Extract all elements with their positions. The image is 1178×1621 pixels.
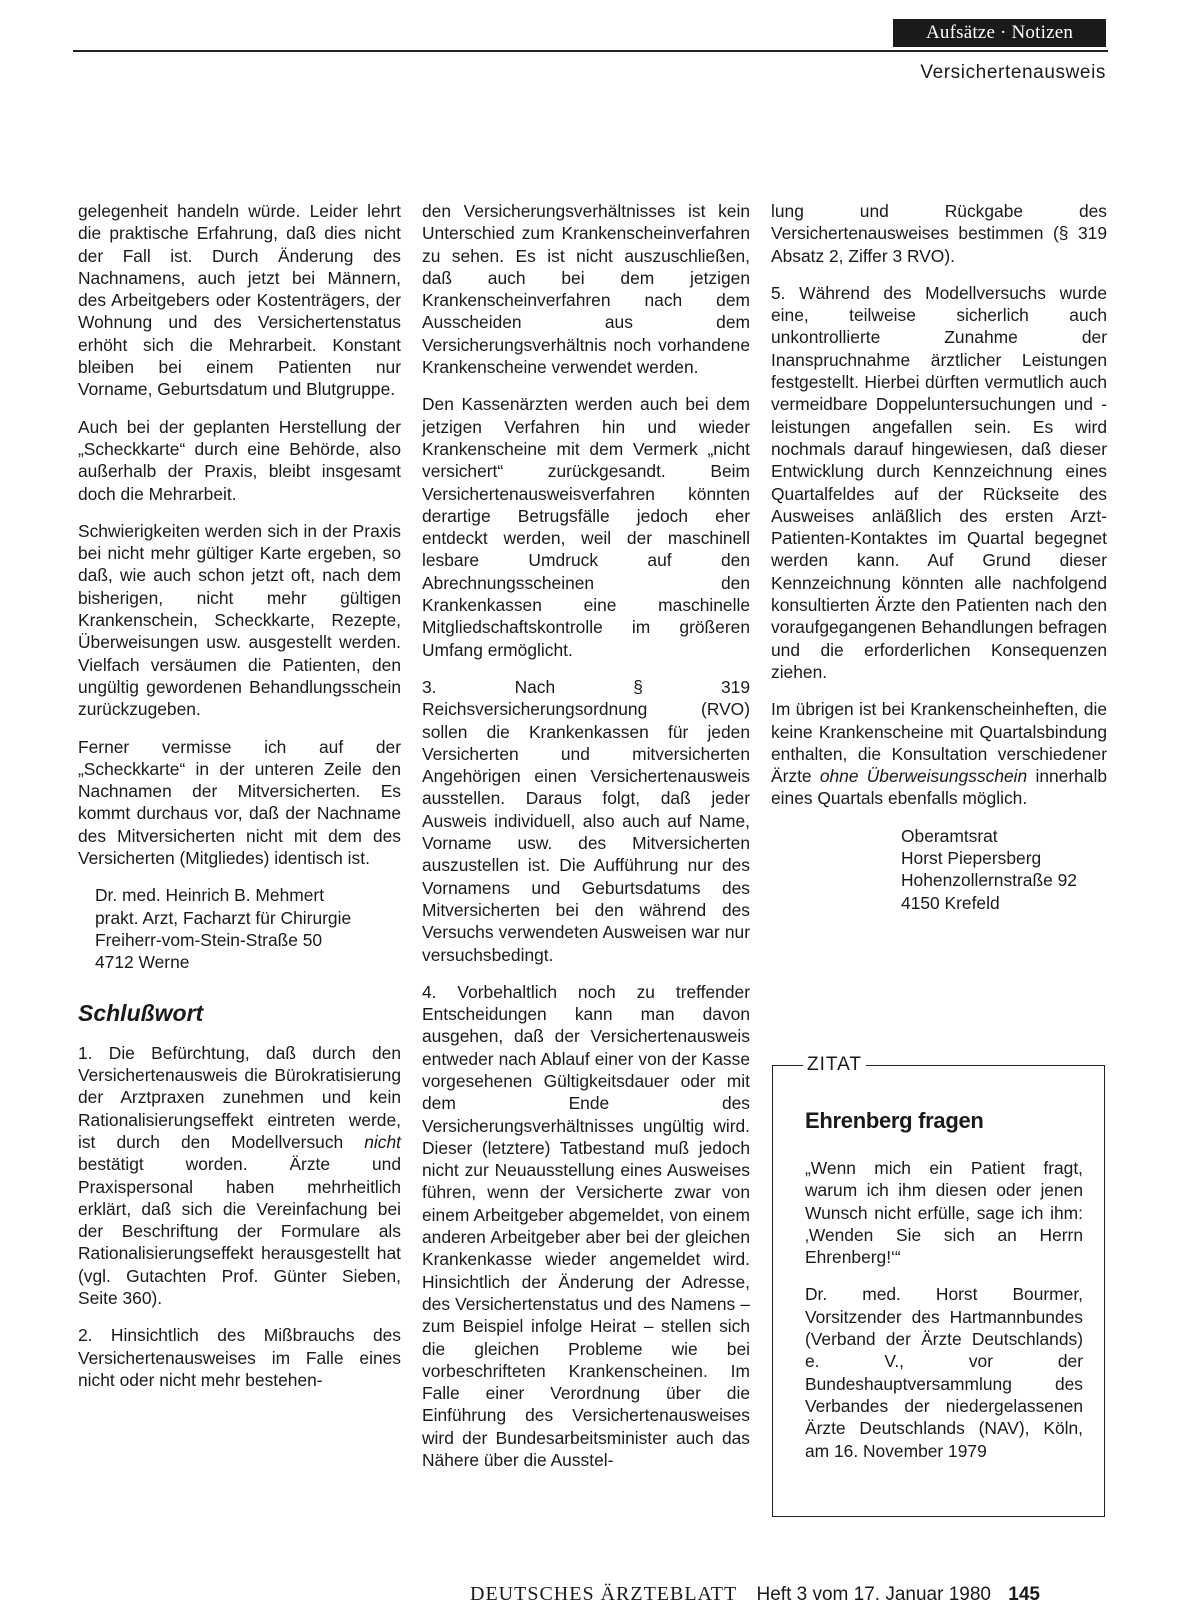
paragraph: [78, 1042, 401, 1310]
quote-attribution: Dr. med. Horst Bourmer, Vorsitzender des Hartmannbundes (Verband der Ärzte Deutschlands) e. V., vor der Bundeshauptversammlung des Verbandes der niedergelassenen Ärzte Deutschlands (NAV), Köln, am 16. November 1979: [805, 1284, 1083, 1461]
header-rule: [73, 50, 1108, 52]
text-run: bestätigt worden. Ärzte und Praxispersonal haben mehrheitlich erklärt, daß sich die Vereinfachung bei der Beschriftung der Formulare als Rationalisierungseffekt herausgestellt hat (vgl. Gutachten Prof. Günter Sieben, Seite 360).: [78, 1154, 401, 1309]
paragraph: 3. Nach § 319 Reichsversicherungsordnung (RVO) sollen die Krankenkassen für jeden Versicherten und mitversicherten Angehörigen einen Versichertenausweis ausstellen. Daraus folgt, daß jeder Ausweis individuell, also auch auf Name, Vorname usw. des Mitversicherten auszustellen ist. Die Aufführung nur des Vornamens und Geburtsdatums des Mitversicherten bei den während des Versuchs verwendeten Ausweisen war nur versuchsbedingt.: [422, 676, 750, 965]
column-1: [78, 200, 401, 1406]
quote-box: [772, 1054, 1105, 1517]
paragraph: Auch bei der geplanten Herstellung der „Scheckkarte“ durch eine Behörde, also außerhalb der Praxis, bleibt insgesamt doch die Mehrarbeit.: [78, 416, 401, 504]
paragraph: lung und Rückgabe des Versichertenausweises bestimmen (§ 319 Absatz 2, Ziffer 3 RVO).: [771, 201, 1107, 266]
quote-box-title: Ehrenberg fragen: [805, 1108, 984, 1133]
paragraph: Schwierigkeiten werden sich in der Praxis bei nicht mehr gültiger Karte ergeben, so daß, wie auch schon jetzt oft, nach dem bisherigen, nicht mehr gültigen Krankenschein, Scheckkarte, Rezepte, Überweisungen usw. ausgestellt werden. Vielfach versäumen die Patienten, den ungültig gewordenen Behandlungsschein zurückzugeben.: [78, 520, 401, 720]
journal-name: DEUTSCHES ÄRZTEBLATT: [470, 1583, 738, 1605]
issue-info: Heft 3 vom 17. Januar 1980: [756, 1584, 991, 1605]
text-run: innerhalb eines Quartals ebenfalls möglich.: [771, 766, 1108, 809]
column-3: [771, 200, 1107, 940]
quote-box-body: [805, 1157, 1083, 1477]
paragraph: Ferner vermisse ich auf der „Scheckkarte“ in der unteren Zeile den Nachnamen der Mitversicherten. Es kommt durchaus vor, daß der Nachname des Mitversicherten nicht mit dem des Versicherten (Mitgliedes) identisch ist.: [78, 736, 401, 869]
text-run: 1. Die Befürchtung, daß durch den Versichertenausweis die Bürokratisierung der Arztpraxen zunehmen und kein Rationalisierungseffekt eintreten werde, ist durch den Modellversuch: [78, 1042, 401, 1152]
author-signature: Dr. med. Heinrich B. Mehmert prakt. Arzt, Facharzt für Chirurgie Freiherr-vom-Stein-Straße 50 4712 Werne: [95, 885, 352, 973]
page-number: 145: [1008, 1584, 1040, 1605]
paragraph: 2. Hinsichtlich des Mißbrauchs des Versichertenausweises im Falle eines nicht oder nicht mehr bestehen-: [78, 1325, 401, 1390]
page-footer: [470, 1583, 1040, 1606]
emphasis-text: ohne Überweisungsschein: [819, 766, 1028, 787]
section-tag: Aufsätze · Notizen: [893, 19, 1106, 47]
paragraph: den Versicherungsverhältnisses ist kein Unterschied zum Krankenscheinverfahren zu sehen. Es ist nicht auszuschließen, daß auch bei dem jetzigen Krankenscheinverfahren nach dem Ausscheiden aus dem Versicherungsverhältnis noch vorhandene Krankenscheine verwendet werden.: [422, 201, 750, 378]
paragraph: gelegenheit handeln würde. Leider lehrt die praktische Erfahrung, daß dies nicht der Fall ist. Durch Änderung des Nachnamens, auch jetzt bei Männern, des Arbeitgebers oder Kostenträgers, der Wohnung und des Versichertenstatus erhöht sich die Mehrarbeit. Konstant bleiben bei einem Patienten nur Vorname, Geburtsdatum und Blutgruppe.: [78, 201, 401, 400]
quote-text: „Wenn mich ein Patient fragt, warum ich ihm diesen oder jenen Wunsch nicht erfülle, sage ich ihm: ‚Wenden Sie sich an Herrn Ehrenberg!‘“: [805, 1158, 1083, 1268]
paragraph: Den Kassenärzten werden auch bei dem jetzigen Verfahren hin und wieder Krankenscheine mit dem Vermerk „nicht versichert“ zurückgesandt. Beim Versichertenausweisverfahren könnten derartige Betrugsfälle jedoch eher entdeckt werden, weil der maschinell lesbare Umdruck auf den Abrechnungsscheinen den Krankenkassen eine maschinelle Mitgliedschaftskontrolle im größeren Umfang ermöglicht.: [422, 394, 750, 660]
paragraph: [771, 698, 1107, 809]
article-topic: Versichertenausweis: [920, 62, 1106, 83]
text-run: Im übrigen ist bei Krankenscheinheften, die keine Krankenscheine mit Quartalsbindung enthalten, die Konsultation verschiedener Ärzte: [771, 699, 1107, 787]
column-2: [422, 200, 750, 1486]
section-heading: Schlußwort: [78, 999, 204, 1026]
paragraph: 4. Vorbehaltlich noch zu treffender Entscheidungen kann man davon ausgehen, daß der Versichertenausweis entweder nach Ablauf einer von der Kasse vorgesehenen Gültigkeitsdauer oder mit dem Ende des Versicherungsverhältnisses ungültig wird. Dieser (letztere) Tatbestand muß jedoch nicht zur Neuausstellung eines Ausweises führen, wenn der Versicherte zwar von einem Arbeitgeber abgemeldet, von einem anderen Arbeitgeber aber bei der gleichen Krankenkasse wieder angemeldet wird. Hinsichtlich der Änderung der Adresse, des Versichertenstatus und des Namens – zum Beispiel infolge Heirat – stellen sich die gleichen Probleme wie bei vorbeschrifteten Krankenscheinen. Im Falle einer Verordnung über die Einführung des Versichertenausweises wird der Bundesarbeitsminister auch das Nähere über die Ausstel-: [422, 981, 750, 1471]
emphasis-text: nicht: [364, 1131, 401, 1152]
quote-box-label: ZITAT: [803, 1053, 866, 1077]
author-signature: Oberamtsrat Horst Piepersberg Hohenzollernstraße 92 4150 Krefeld: [901, 825, 1077, 913]
paragraph: 5. Während des Modellversuchs wurde eine, teilweise sicherlich auch unkontrollierte Zunahme der Inanspruchnahme ärztlicher Leistungen festgestellt. Hierbei dürften vermutlich auch vermeidbare Doppeluntersuchungen und -leistungen angefallen sein. Es wird nochmals darauf hingewiesen, daß dieser Entwicklung durch Kennzeichnung eines Quartalfeldes auf der Rückseite des Ausweises anläßlich des ersten Arzt-Patienten-Kontaktes im Quartal begegnet werden kann. Auf Grund dieser Kennzeichnung könnten alle nachfolgend konsultierten Ärzte den Patienten nach den voraufgegangenen Behandlungen befragen und die erforderlichen Konsequenzen ziehen.: [771, 282, 1107, 682]
